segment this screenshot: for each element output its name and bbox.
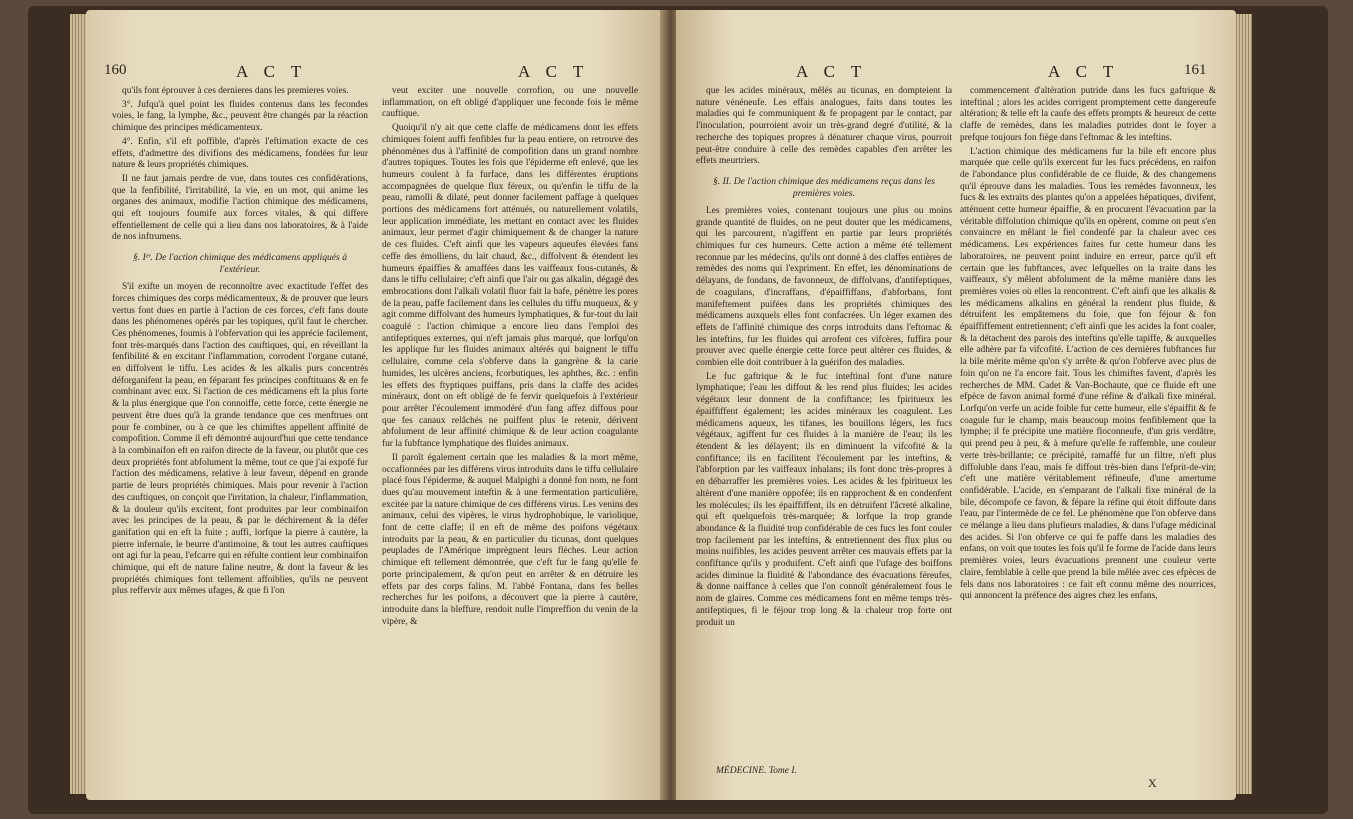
right-page xyxy=(676,10,1236,800)
paragraph: veut exciter une nouvelle corrofion, ou une nouvelle inflammation, on eft obligé d'appliquer une feconde fois le même cauftique. xyxy=(382,86,638,120)
running-head-right-col2: A C T xyxy=(1048,62,1120,81)
paragraph: que les acides minéraux, mêlés au ticunas, en dompteient la nature vénéneufe. Les effais analogues, faits dans toutes les maladies qui fe communiquent & fe propagent par le contact, par l'inoculation, pourroient avoir un très-grand degré d'utilité, & la recherche des topiques propres à dénaturer chaque virus, pourroit peut-être conduire à celle des remèdes capables d'en arrêter les effets meurtriers. xyxy=(696,86,952,167)
paragraph: Quoiqu'il n'y ait que cette claffe de médicamens dont les effets chimiques foient auffi fenfibles fur la peau entiere, on retrouve des phénomènes dus à l'affinité de compofition dans un grand nombre d'autres topiques. Toutes les fois que l'épiderme eft enlevé, que les humeurs coulent à fa furface, dans les différentes éruptions accompagnées de quelque flux féreux, ou qu'enfin le tiffu de la peau, ramolli & dilaté, peut donner facilement paffage à quelques portions des médicamens fort atténués, ou naturellement volatils, leur application immédiate, les mettant en contact avec les fluides animaux, leur permet d'agir chimiquement & de changer la nature de ces fluides. C'eft ainfi que les vapeurs aqueufes élevées fans ceffe des émolliens, du lait chaud, &c., diffolvent & étendent les humeurs épaiffies & amaffées dans les vaiffeaux fous-cutanés, & dans le tiffu cellulaire; c'eft ainfi que l'air ou gas alkalin, dégagé des embrocations dont l'alkali volatil fluor fait la bafe, pénètre les pores de la peau, paffe facilement dans les cellules du tiffu muqueux, & y agit comme diffolvant des humeurs lymphatiques, & fur-tout du lait coagulé : l'action chimique a encore lieu dans l'emploi des antifeptiques externes, qui n'eft jamais plus marqué, que lorfqu'on les applique fur les fluides animaux altérés qui baignent le tiffu cellulaire, comme cela s'obferve dans la gangrène & la carie humides, les ulcères anciens, fcorbutiques, les aphthes, &c. : enfin les effets des ftyptiques puiffans, pris dans la claffe des acides minéraux, dont on eft obligé de fe fervir quelquefois à l'extérieur pour arrêter l'écoulement immodéré d'un fang affez diffous pour que fes canaux relâchés ne puiffent plus le retenir, dérivent abfolument de leur affinité chimique & de leur action coagulante fur la fubftance lymphatique des fluides animaux. xyxy=(382,123,638,450)
section-heading: §. Iᵉʳ. De l'action chimique des médicamens appliqués à l'extérieur. xyxy=(133,252,347,276)
left-column-2 xyxy=(382,86,638,786)
paragraph: Il paroît également certain que les maladies & la mort même, occafionnées par les différens virus introduits dans le tiffu cellulaire placé fous l'épiderme, & auquel Malpighi a donné fon nom, ne font dues qu'au mouvement inteftin & à une fermentation particulière, excitée par la nature chimique de ces différens virus. Les venins des animaux, celui des vipères, le virus hydrophobique, le variolique, font de cette claffe; il en eft de même des poifons végétaux introduits par la peau, & en particulier du ticunas, dont quelques peuplades de l'Amérique imprègnent leurs flèches. Leur action chimique eft tellement démontrée, que c'eft fur le fang qu'elle fe porte principalement, & qu'on peut en arrêter & en détruire les effets par des corps falins. M. l'abbé Fontana, dans fes belles recherches fur les poifons, a découvert que la pierre à cautère, introduite dans la bleffure, rendoit nulle l'impreffion du venin de la vipère, & xyxy=(382,452,638,627)
paragraph: S'il exifte un moyen de reconnoître avec exactitude l'effet des forces chimiques des corps médicamenteux, & de prouver que leurs vertus font dues en partie à l'action de ces forces, c'eft fans doute dans les phénomenes opérés par les topiques, qu'il faut le chercher. Ces phénomenes, foumis à l'obfervation qui les apprécie facilement, font très-marqués dans l'action des cauftiques, qui, en réveillant la fenfibilité & en excitant l'inflammation, corrodent l'organe cutané, en diffolvent le tiffu. Les acides & les alkalis purs concentrés déforganifent la peau, en féparant fes principes conftituans & en fe combinant avec eux. Si l'action de ces médicamens eft la plus forte & la plus énergique que l'on connoiffe, cette force, cette énergie ne peuvent être dues qu'à la grande tendance que ces menftrues ont pour fe combiner, ou à ce que les chimiftes appellent affinité de compofition. Comme il eft démontré aujourd'hui que cette tendance à la combinaifon eft en raifon directe de la faveur, ou plutôt que ces deux propriétés font abfolument la même, tout ce que j'ai expofé fur l'action des médicamens, relative à leur faveur, dépend en grande partie de leurs propriétés chimiques. Mais pour revenir à l'action des cauftiques, on conçoit que l'irritation, la chaleur, l'inflammation, & la douleur qu'ils excitent, font produites par leur combinaifon avec les principes de la peau, & par le déchirement & la défer ganifation qui en eft la fuite ; auffi, lorfque la pierre à cautère, la pierre infernale, le beurre d'antimoine, & tout les autres cauftiques ont agi fur la peau, l'efcarre qui en réfulte contient leur combinaifon chimique, qui eft de nature faline neutre, & dont la faveur & les propriétés chimiques font tellement affoiblies, qu'ils ne peuvent plus reffervir aux mêmes ufages, & que fi l'on xyxy=(112,282,368,597)
page-number-right: 161 xyxy=(1184,62,1207,78)
left-page xyxy=(86,10,666,800)
paragraph: Il ne faut jamais perdre de vue, dans toutes ces confidérations, que la fenfibilité, l'irritabilité, la vie, en un mot, qui anime les organes des animaux, modifie l'action chimique des médicamens, qui eft toujours foumife aux forces vitales, & qui differe effentiellement de celle qui a lieu dans nos laboratoires, & à l'aide de nos inftrumens. xyxy=(112,173,368,243)
section-heading: §. II. De l'action chimique des médicamens reçus dans les premières voies. xyxy=(712,175,936,199)
paragraph: 4°. Enfin, s'il eft poffible, d'après l'eftimation exacte de ces effets, d'admettre des divifions des médicamens, fondées fur leur nature & leurs propriétés chimiques. xyxy=(112,136,368,171)
paragraph: Les premières voies, contenant toujours une plus ou moins grande quantité de fluides, on ne peut douter que les médicamens, qui les parcourent, n'agiffent en partie par leurs propriétés chimiques fur ces humeurs. Cette action a même été tellement reconnue par les médecins, qu'ils ont donné à des claffes entières de remèdes des noms qui l'expriment. En effet, les dénominations de délayans, de fondans, de favonneux, de diffolvans, d'antifeptiques, de coagulans, d'incraffans, d'épaiffiffans, d'abforbans, font manifeftement puifées dans les propriétés chimiques des médicamens auxquels elles font confacrées. Un léger examen des effets de l'affinité chimique des corps introduits dans l'eftomac & les inteftins, fur les fluides qui arrofent ces vifcères, fuffira pour prouver avec quelle énergie cette force peut altérer ces fluides, & combien elle doit contribuer à la guérifon des maladies. xyxy=(696,205,952,369)
running-head-right-col1: A C T xyxy=(796,62,868,81)
paragraph: L'action chimique des médicamens fur la bile eft encore plus marquée que celle qu'ils exercent fur les fucs précédens, en raifon de l'abondance plus confidérable de ce fluide, & des changemens qu'il éprouve dans les maladies. Tous les remèdes favonneux, les fucs & les extraits des plantes qu'on a appelées hépatiques, divifent, atténuent cette humeur épaiffie, & en procurent l'évacuation par la véritable diffolution chimique qu'ils en opèrent, comme on peut s'en convaincre en mêlant le fiel condenfé par la chaleur avec ces médicamens. Les expériences faites fur cette humeur dans les laboratoires, ne peuvent point induire en erreur, parce qu'il eft certain que les fubftances, avec lefquelles on la traite dans les vaiffeaux, s'y mêlent abfolument de la même manière dans les premières voies où elles la rencontrent. C'eft ainfi que les alkalis & les médicamens alkalins en général la rendent plus fluide, & détruifent les empâtemens du foie, que fon féjour & fon épaiffiffement entretiennent; c'eft ainfi que les acides la font coaler, & la détachent des parois des inteftins qu'elle tapiffe, & auxquelles elle adhère par fa vifcofité. L'action de ces dernières fubftances fur la bile mérite même qu'on s'y arrête & qu'on l'obferve avec plus de foin qu'on ne l'a encore fait. Tous les chimiftes favent, d'après les recherches de MM. Cadet & Van-Bochaute, que ce fluide eft une efpèce de favon animal formé d'une réfine & d'alkali fixe minéral. Lorfqu'on verfe un acide foible fur cette humeur, elle s'épaiffit & fe coagule fur le champ, mais beaucoup moins fenfiblement que la lymphe; il fe précipite une matière floconneufe, d'un gris verdâtre, qui prend peu à peu, & à mefure qu'elle fe raffemble, une couleur verte très-brillante; ce précipité, ramaffé fur un filtre, n'eft plus diffoluble dans l'eau, mais fe diffout très-bien dans l'efprit-de-vin; c'eft une matière véritablement réfineufe, d'une amertume confidérable. L'acide, en s'emparant de l'alkali fixe minéral de la bile, décompofe ce favon, & fépare la réfine qui étoit diffoute dans l'eau, par l'intermède de ce fel. Le phénomène que l'on obferve dans ce mélange a lieu dans plufieurs maladies, & dans l'ufage médicinal des acides. Si l'on obferve ce qui fe paffe dans les maladies des enfans, on voit que toutes les fois qu'il fe forme de l'acide dans leurs premières voies, leurs évacuations prennent une couleur verte claire, femblable à celle que prend la bile mêlée avec ces efpèces de fels dans nos laboratoires : ce fait eft connu même des nourrices, qui annoncent la préfence des aigres chez les enfans, xyxy=(960,146,1216,602)
right-column-1 xyxy=(696,86,952,762)
page-edges-right xyxy=(1234,14,1252,794)
page-number-left: 160 xyxy=(104,62,127,78)
paragraph: 3°. Jufqu'à quel point les fluides contenus dans les fecondes voies, le fang, la lymphe, &c., peuvent être changés par la réaction chimique des principes médicamenteux. xyxy=(112,99,368,134)
paragraph: qu'ils font éprouver à ces dernieres dans les premieres voies. xyxy=(122,86,349,96)
running-head-left-col2: A C T xyxy=(518,62,590,81)
right-column-2 xyxy=(960,86,1216,776)
signature-mark: X xyxy=(1148,776,1157,790)
paragraph: Le fuc gaftrique & le fuc inteftinal font d'une nature lymphatique; l'eau les diffout & les rend plus fluides; les acides végétaux leur donnent de la confiftance; les fpiritueux les épaiffiffent également; les acides minéraux les coagulent. Les médicamens aqueux, les tifanes, les bouillons légers, les fucs végétaux, agiffent fur ces fluides à la manière de l'eau; ils les étendent & les délayent; ils en diminuent la vifcofité & la confiftance; ils en facilitent l'écoulement par les inteftins, & l'abforption par les vaiffeaux inhalans; ils font donc très-propres à en débarraffer les premières voies. Les acides & les fpiritueux les altèrent d'une manière oppofée; ils en rapprochent & en condenfent les molécules; ils les épaiffiffent, ils en détruifent l'âcreté alkaline, qui eft quelquefois très-marquée; & lorfque la trop grande abondance & la fluidité trop confidérable de ces fucs les font couler trop facilement par les inteftins, & entretiennent des flux plus ou moins nuifibles, les acides peuvent arrêter ces mauvais effets par la confiftance qu'ils y produifent. C'eft ainfi que l'ufage des boiffons acides diminue la fluidité & l'abondance des évacuations féreufes, & donne naiffance à celles que l'on connoît généralement fous le nom de glaires. Comme ces médicamens font en même temps très-antifeptiques, fi le féjour trop long & la chaleur trop forte ont produit un xyxy=(696,371,952,628)
left-column-1 xyxy=(112,86,368,786)
running-head-left-col1: A C T xyxy=(236,62,308,81)
paragraph: commencement d'altération putride dans les fucs gaftrique & inteftinal ; alors les acides corrigent promptement cette dangereufe altération; & telle eft la caufe des effets prompts & heureux de cette claffe de remèdes, dans les maladies putrides dont le foyer a prefque toujours fon fiège dans l'eftomac & les inteftins. xyxy=(960,86,1216,143)
footer-signature: MÉDECINE. Tome I. xyxy=(716,766,797,776)
